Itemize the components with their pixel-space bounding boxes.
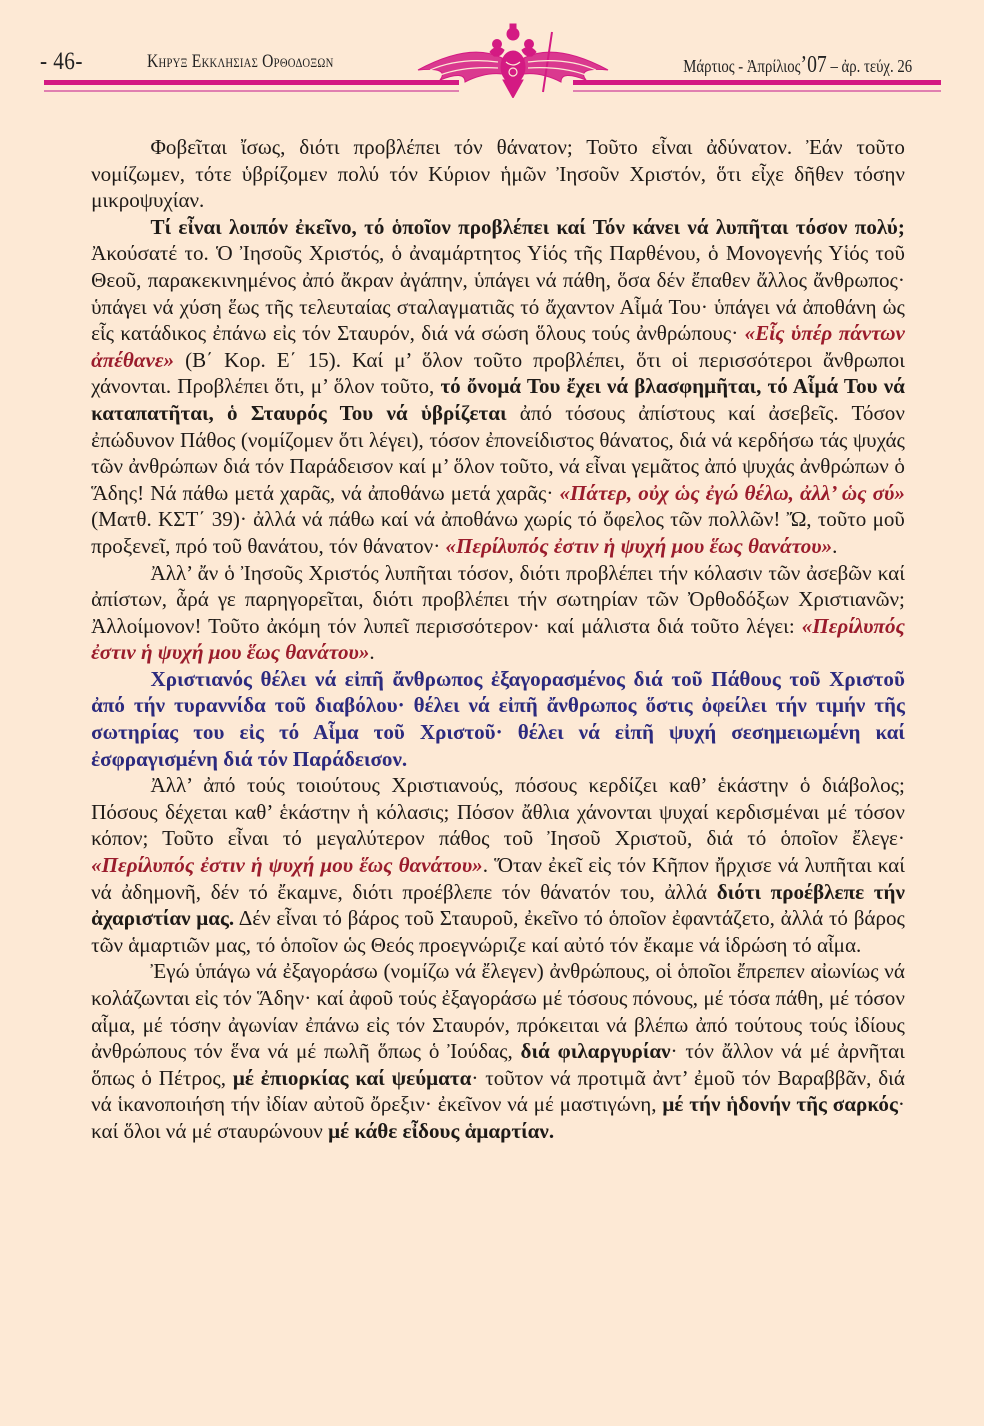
- emphasis-run: μέ ἐπιορκίας καί ψεύματα: [232, 1065, 472, 1090]
- article-paragraph: [91, 666, 905, 772]
- article-paragraph: [91, 134, 905, 214]
- issue-info: [683, 52, 912, 79]
- page-number: - 46-: [40, 48, 83, 75]
- text-run: Ἀκούσατέ το. Ὁ Ἰησοῦς Χριστός, ὁ ἀναμάρτητος Υἱός τῆς Παρθένου, ὁ Μονογενής Υἱός τοῦ Θεοῦ, παρακεκινημένος ἀπό ἄκραν ἀγάπην, ὑπάγει νά πάθη, ὅσα δέν ἔπαθεν ἄλλος ἄνθρωπος· ὑπάγει νά χύση ἕως τῆς τελευταίας σταλαγματιᾶς τό ἄχαντον Αἷμά Του· ὑπάγει νά ἀποθάνη ὡς εἷς κατάδικος ἐπάνω εἰς τόν Σταυρόν, διά νά σώση ὅλους τούς ἀνθρώπους·: [91, 241, 905, 346]
- article-body: [91, 134, 905, 1145]
- header-rule-right-thin: [573, 90, 941, 92]
- issue-months: Μάρτιος - Ἀπρίλιος: [683, 56, 801, 76]
- text-run: Ἀλλ’ ἀπό τούς τοιούτους Χριστιανούς, πόσους κερδίζει καθ’ ἑκάστην ὁ διάβολος; Πόσους δέχεται καθ’ ἑκάστην ἡ κόλασις; Πόσον ἄθλια χάνονται ψυχαί κερδισμέναι μέ τόσον κόπον; Τοῦτο εἶναι τό μεγαλύτερον πάθος τοῦ Ἰησοῦ Χριστοῦ, διά τό ὁποῖον ἔλεγε·: [91, 773, 905, 851]
- header-rule-left: [44, 80, 459, 85]
- article-paragraph: [91, 560, 905, 666]
- scripture-quote: «Περίλυπός ἐστιν ἡ ψυχή μου ἕως θανάτου»: [91, 853, 483, 878]
- text-run: · τόν ἄλλον νά μέ ἀρνῆται ὅπως ὁ Πέτρος,: [91, 1039, 905, 1090]
- text-run: · καί ὅλοι νά μέ σταυρώνουν: [91, 1092, 905, 1143]
- scripture-quote: «Πάτερ, οὐχ ὡς ἐγώ θέλω, ἀλλ’ ὡς σύ»: [559, 480, 905, 505]
- text-run: Ἀλλ’ ἄν ὁ Ἰησοῦς Χριστός λυπῆται τόσον, διότι προβλέπει τήν κόλασιν τῶν ἀσεβῶν καί ἀπίστων, ἆρά γε παρηγορεῖται, διότι προβλέπει τήν σωτηρίαν τῶν Ὀρθοδόξων Χριστιανῶν; Ἀλλοίμονον! Τοῦτο ἀκόμη τόν λυπεῖ περισσότερον· καί μάλιστα διά τοῦτο λέγει:: [91, 560, 905, 638]
- scripture-quote: «Περίλυπός ἐστιν ἡ ψυχή μου ἕως θανάτου»: [445, 533, 833, 558]
- text-run: (Β΄ Κορ. Ε΄ 15). Καί μ’ ὅλον τοῦτο προβλέπει, ὅτι οἱ περισσότεροι ἄνθρωποι χάνονται. Προβλέπει ὅτι, μ’ ὅλον τοῦτο,: [91, 347, 905, 399]
- scripture-quote: «Εἷς ὑπέρ πάντων ἀπέθανε»: [91, 321, 905, 372]
- text-run: Δέν εἶναι τό βάρος τοῦ Σταυροῦ, ἐκεῖνο τό ὁποῖον ἐφαντάζετο, ἀλλά τό βάρος τῶν ἁμαρτιῶν μας, τό ὁποῖον ὡς Θεός προεγνώριζε καί αὐτό τόν ἔκαμε νά ἱδρώση τό αἷμα.: [91, 906, 905, 957]
- emphasis-run: Τί εἶναι λοιπόν ἐκεῖνο, τό ὁποῖον προβλέπει καί Τόν κάνει νά λυπῆται τόσον πολύ;: [150, 214, 905, 239]
- scripture-quote: «Περίλυπός ἐστιν ἡ ψυχή μου ἕως θανάτου»: [91, 613, 905, 665]
- emphasis-run: Χριστιανός θέλει νά εἰπῆ ἄνθρωπος ἐξαγορασμένος διά τοῦ Πάθους τοῦ Χριστοῦ ἀπό τήν τυραννίδα τοῦ διαβόλου· θέλει νά εἰπῆ ἄνθρωπος ὅστις ὀφείλει τήν τιμήν τῆς σωτηρίας του εἰς τό Αἷμα τοῦ Χριστοῦ· θέλει νά εἰπῆ ψυχή σεσημειωμένη καί ἐσφραγισμένη διά τόν Παράδεισον.: [91, 666, 905, 771]
- header-rule-left-thin: [44, 90, 459, 92]
- double-headed-eagle-icon: [410, 22, 615, 98]
- text-run: Ἐγώ ὑπάγω νά ἐξαγοράσω (νομίζω νά ἔλεγεν) ἀνθρώπους, οἱ ὁποῖοι ἔπρεπεν αἰωνίως νά κολάζωνται εἰς τόν Ἅδην· καί ἀφοῦ τούς ἐξαγοράσω μέ τόσους πόνους, μέ τόσα πάθη, μέ τόσον αἷμα, μέ τόσην ἀγωνίαν ἐπάνω εἰς τόν Σταυρόν, πρόκειται νά βλέπω ἀπό τούτους τούς ἰδίους ἀνθρώπους τόν ἕνα νά μέ πωλῆ ὅπως ὁ Ἰούδας,: [91, 959, 905, 1064]
- page-header: [0, 0, 984, 100]
- emphasis-run: διότι προέβλεπε τήν ἀχαριστίαν μας.: [91, 879, 905, 931]
- emphasis-run: μέ τήν ἡδονήν τῆς σαρκός: [662, 1092, 898, 1117]
- text-run: (Ματθ. ΚΣΤ΄ 39)· ἀλλά νά πάθω καί νά ἀποθάνω χωρίς τό ὄφελος τῶν πολλῶν! Ὤ, τοῦτο μοῦ προξενεῖ, πρό τοῦ θανάτου, τόν θάνατον·: [91, 507, 905, 558]
- emphasis-run: τό ὄνομά Του ἔχει νά βλασφημῆται, τό Αἷμά Του νά καταπατῆται, ὁ Σταυρός Του νά ὑβρίζεται: [91, 374, 905, 425]
- text-run: .: [832, 533, 838, 558]
- magazine-title: Κηρυξ Εκκλησιας Ορθοδοξων: [147, 51, 334, 72]
- text-run: · τοῦτον νά προτιμᾶ ἀντ’ ἐμοῦ τόν Βαραββᾶν, διά νά ἱκανοποιήση τήν ἰδίαν αὐτοῦ ὄρεξιν· ἐκεῖνον νά μέ μαστιγώνη,: [91, 1065, 905, 1117]
- article-paragraph: [91, 214, 905, 560]
- article-paragraph: [91, 958, 905, 1144]
- text-run: Φοβεῖται ἴσως, διότι προβλέπει τόν θάνατον; Τοῦτο εἶναι ἀδύνατον. Ἐάν τοῦτο νομίζωμεν, τότε ὑβρίζομεν πολύ τόν Κύριον ἡμῶν Ἰησοῦν Χριστόν, ὅτι εἶχε δῆθεν τόσην μικροψυχίαν.: [91, 135, 905, 213]
- header-rule-right: [573, 80, 941, 85]
- text-run: .: [369, 640, 375, 665]
- issue-number: – ἀρ. τεύχ. 26: [830, 56, 912, 76]
- emphasis-run: μέ κάθε εἶδους ἁμαρτίαν.: [328, 1118, 555, 1143]
- issue-year: ’07: [800, 52, 827, 78]
- article-paragraph: [91, 772, 905, 958]
- emphasis-run: διά φιλαργυρίαν: [520, 1039, 671, 1064]
- text-run: . Ὅταν ἐκεῖ εἰς τόν Κῆπον ἤρχισε νά λυπῆται καί νά ἀδημονῆ, δέν τό ἔκαμνε, διότι προέβλεπε τόν θάνατόν του, ἀλλά: [91, 853, 905, 904]
- text-run: ἀπό τόσους ἀπίστους καί ἀσεβεῖς. Τόσον ἐπώδυνον Πάθος (νομίζομεν ὅτι λέγει), τόσον ἐπονείδιστος θάνατος, διά νά κερδήσω τάς ψυχάς τῶν ἀνθρώπων διά τόν Παράδεισον καί μ’ ὅλον τοῦτο, νά εἶναι γεμᾶτος ἀπό ψυχάς ἀνθρώπων ὁ Ἅδης! Νά πάθω μετά χαρᾶς, νά ἀποθάνω μετά χαρᾶς·: [91, 400, 905, 505]
